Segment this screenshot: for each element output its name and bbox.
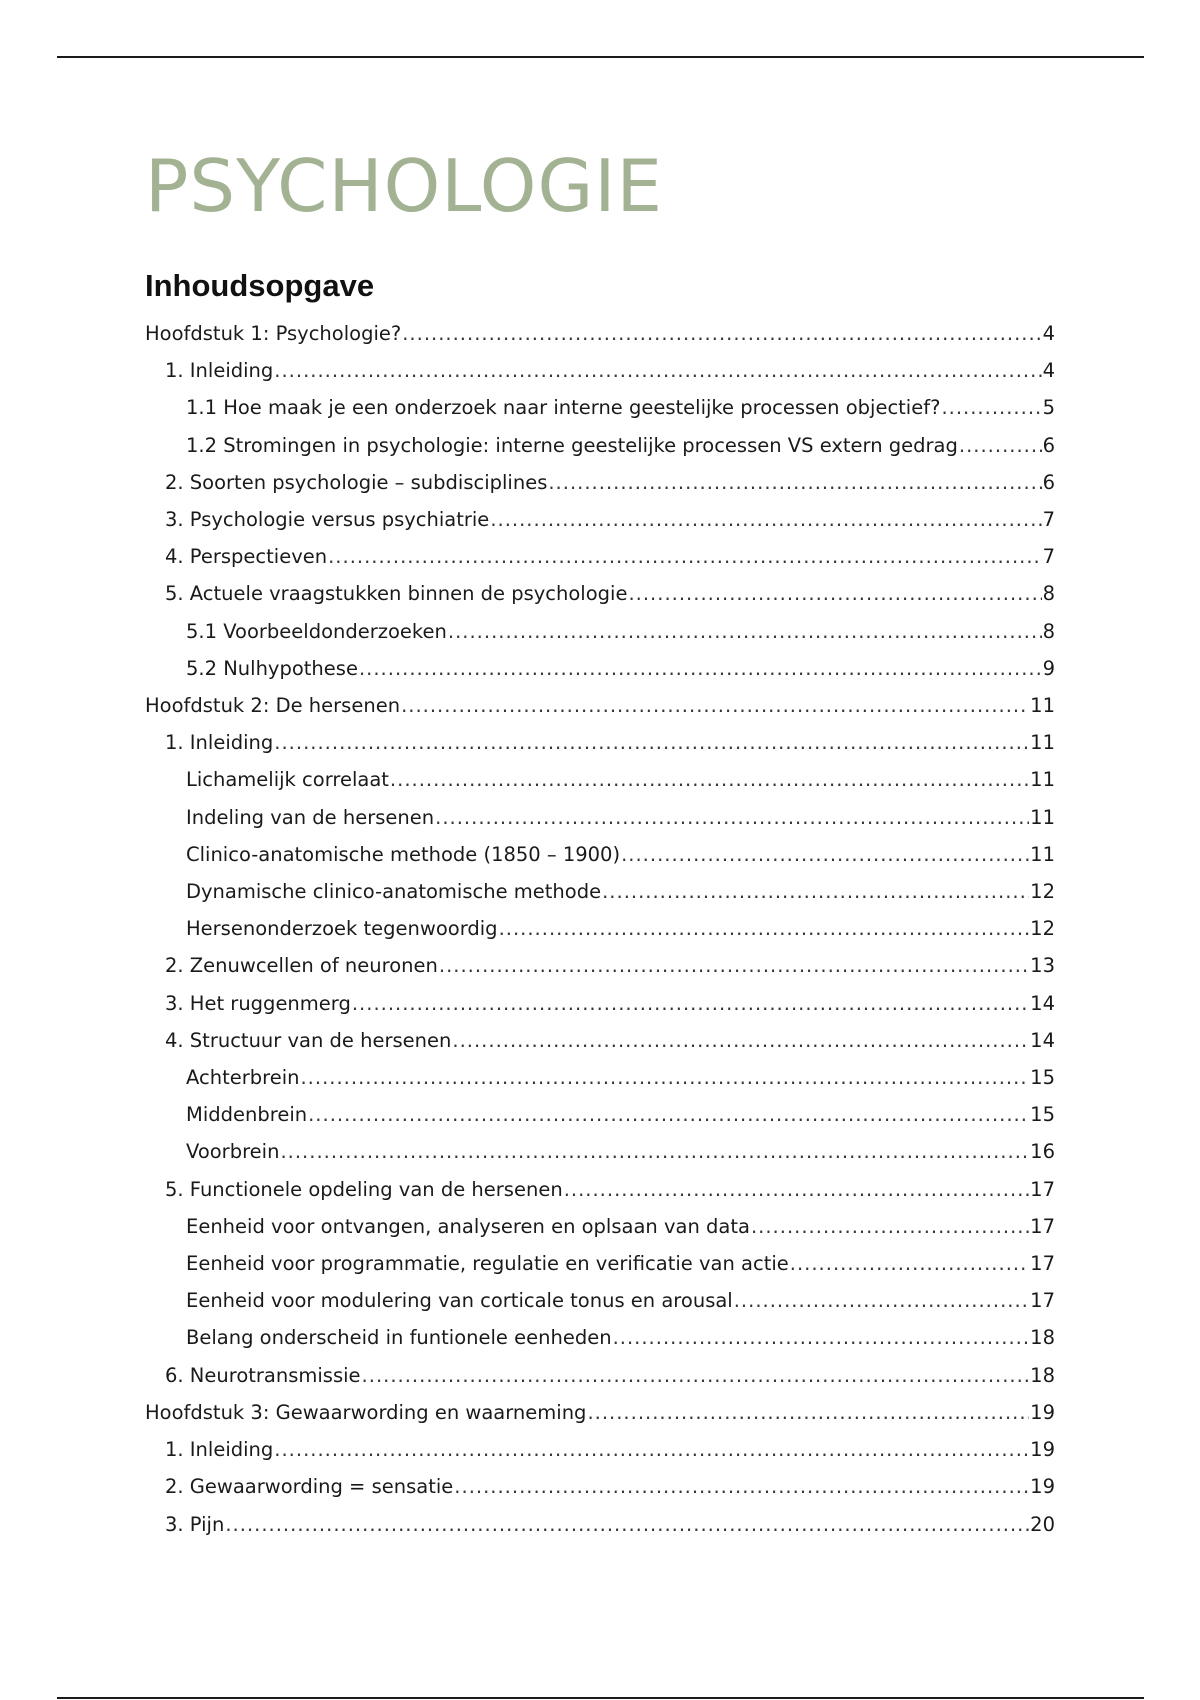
toc-page-number: 13 [1030, 954, 1055, 978]
toc-dot-leader [448, 613, 1042, 650]
toc-entry-title: 1.1 Hoe maak je een onderzoek naar interne geestelijke processen objectief? [186, 396, 941, 420]
toc-dot-leader [602, 873, 1029, 910]
toc-page-number: 19 [1030, 1438, 1055, 1462]
toc-page-number: 11 [1030, 768, 1055, 792]
toc-entry-title: Indeling van de hersenen [186, 805, 435, 829]
toc-page-number: 4 [1042, 359, 1055, 383]
toc-entry-title: 1. Inleiding [165, 1438, 274, 1462]
toc-dot-leader [362, 1357, 1030, 1394]
toc-dot-leader [587, 1394, 1029, 1431]
toc-entry-title: Belang onderscheid in funtionele eenheden [186, 1326, 612, 1350]
toc-entry[interactable] [145, 947, 1055, 984]
toc-entry[interactable] [145, 1208, 1055, 1245]
toc-entry[interactable] [145, 985, 1055, 1022]
toc-entry[interactable] [145, 389, 1055, 426]
toc-page-number: 16 [1030, 1140, 1055, 1164]
toc-page-number: 4 [1042, 322, 1055, 345]
toc-entry-title: 5. Functionele opdeling van de hersenen [165, 1177, 563, 1201]
toc-entry[interactable] [145, 1022, 1055, 1059]
toc-page-number: 17 [1030, 1252, 1055, 1276]
toc-page-number: 12 [1030, 917, 1055, 941]
toc-dot-leader [401, 687, 1029, 724]
toc-entry-title: 2. Gewaarwording = sensatie [165, 1475, 454, 1499]
toc-entry[interactable] [145, 1171, 1055, 1208]
toc-dot-leader [454, 1468, 1029, 1505]
toc-entry[interactable] [145, 724, 1055, 761]
top-rule [57, 56, 1144, 58]
toc-dot-leader [225, 1506, 1029, 1543]
toc-page-number: 11 [1030, 694, 1055, 718]
toc-dot-leader [452, 1022, 1029, 1059]
toc-entry-title: 3. Psychologie versus psychiatrie [165, 508, 490, 532]
toc-entry-title: Hoofdstuk 3: Gewaarwording en waarneming [145, 1400, 587, 1424]
toc-page-number: 6 [1042, 470, 1055, 494]
toc-entry[interactable] [145, 836, 1055, 873]
toc-entry-title: 2. Soorten psychologie – subdisciplines [165, 470, 548, 494]
toc-entry-title: 4. Perspectieven [165, 545, 328, 569]
toc-dot-leader [359, 650, 1042, 687]
toc-dot-leader [435, 799, 1029, 836]
toc-entry-title: 1. Inleiding [165, 731, 274, 755]
toc-dot-leader [490, 501, 1041, 538]
toc-entry[interactable] [145, 650, 1055, 687]
toc-dot-leader [439, 947, 1029, 984]
toc-dot-leader [308, 1096, 1029, 1133]
toc-dot-leader [548, 464, 1041, 501]
toc-dot-leader [328, 538, 1041, 575]
toc-page-number: 14 [1030, 991, 1055, 1015]
toc-dot-leader [621, 836, 1029, 873]
toc-page-number: 17 [1030, 1289, 1055, 1313]
toc-entry[interactable] [145, 315, 1055, 352]
toc-entry-title: Lichamelijk correlaat [186, 768, 389, 792]
toc-entry-title: Middenbrein [186, 1103, 308, 1127]
toc-entry[interactable] [145, 1245, 1055, 1282]
toc-dot-leader [564, 1171, 1029, 1208]
bottom-rule [57, 1697, 1144, 1699]
toc-entry[interactable] [145, 1394, 1055, 1431]
toc-entry-title: 2. Zenuwcellen of neuronen [165, 954, 438, 978]
toc-page-number: 11 [1030, 842, 1055, 866]
toc-entry[interactable] [145, 687, 1055, 724]
toc-entry[interactable] [145, 1282, 1055, 1319]
toc-entry[interactable] [145, 538, 1055, 575]
toc-dot-leader [613, 1319, 1030, 1356]
toc-page-number: 15 [1030, 1103, 1055, 1127]
toc-entry[interactable] [145, 1059, 1055, 1096]
toc-dot-leader [751, 1208, 1029, 1245]
toc-dot-leader [959, 427, 1042, 464]
toc-page-number: 11 [1030, 731, 1055, 755]
toc-dot-leader [734, 1282, 1029, 1319]
toc-page-number: 7 [1042, 508, 1055, 532]
toc-entry[interactable] [145, 575, 1055, 612]
table-of-contents [145, 315, 1055, 1543]
toc-page-number: 15 [1030, 1066, 1055, 1090]
toc-entry-title: 4. Structuur van de hersenen [165, 1028, 452, 1052]
toc-dot-leader [790, 1245, 1029, 1282]
toc-dot-leader [402, 315, 1041, 352]
toc-dot-leader [274, 724, 1029, 761]
toc-entry[interactable] [145, 873, 1055, 910]
toc-entry[interactable] [145, 501, 1055, 538]
toc-entry-title: Achterbrein [186, 1066, 300, 1090]
toc-entry-title: 6. Neurotransmissie [165, 1363, 361, 1387]
toc-entry[interactable] [145, 910, 1055, 947]
toc-entry-title: Eenheid voor programmatie, regulatie en verificatie van actie [186, 1252, 789, 1276]
toc-entry-title: Clinico-anatomische methode (1850 – 1900) [186, 842, 621, 866]
toc-entry-title: Voorbrein [186, 1140, 280, 1164]
toc-page-number: 5 [1042, 396, 1055, 420]
toc-dot-leader [300, 1059, 1029, 1096]
toc-dot-leader [499, 910, 1030, 947]
toc-page-number: 20 [1030, 1512, 1055, 1536]
toc-page-number: 9 [1042, 656, 1055, 680]
toc-page-number: 7 [1042, 545, 1055, 569]
toc-entry-title: 5.2 Nulhypothese [186, 656, 358, 680]
toc-entry-title: 3. Pijn [165, 1512, 225, 1536]
toc-entry-title: 5. Actuele vraagstukken binnen de psychologie [165, 582, 628, 606]
toc-entry[interactable] [145, 1096, 1055, 1133]
toc-entry-title: 5.1 Voorbeeldonderzoeken [186, 619, 447, 643]
toc-dot-leader [280, 1133, 1029, 1170]
toc-entry-title: Eenheid voor modulering van corticale tonus en arousal [186, 1289, 733, 1313]
toc-entry[interactable] [145, 761, 1055, 798]
toc-entry[interactable] [145, 1506, 1055, 1543]
toc-entry-title: Eenheid voor ontvangen, analyseren en oplsaan van data [186, 1214, 750, 1238]
toc-entry[interactable] [145, 1319, 1055, 1356]
toc-entry[interactable] [145, 613, 1055, 650]
toc-page-number: 6 [1042, 433, 1055, 457]
toc-entry[interactable] [145, 464, 1055, 501]
toc-entry-title: 1.2 Stromingen in psychologie: interne geestelijke processen VS extern gedrag [186, 433, 958, 457]
toc-dot-leader [352, 985, 1029, 1022]
toc-entry[interactable] [145, 1357, 1055, 1394]
toc-page-number: 17 [1030, 1177, 1055, 1201]
toc-entry[interactable] [145, 799, 1055, 836]
toc-entry[interactable] [145, 1468, 1055, 1505]
toc-page-number: 19 [1030, 1400, 1055, 1424]
toc-entry-title: Hoofdstuk 1: Psychologie? [145, 322, 402, 345]
toc-entry[interactable] [145, 352, 1055, 389]
toc-dot-leader [274, 1431, 1029, 1468]
toc-dot-leader [390, 761, 1029, 798]
toc-entry-title: 3. Het ruggenmerg [165, 991, 351, 1015]
toc-dot-leader [628, 575, 1041, 612]
toc-entry[interactable] [145, 427, 1055, 464]
toc-page-number: 18 [1030, 1363, 1055, 1387]
toc-heading: Inhoudsopgave [145, 268, 375, 303]
toc-entry[interactable] [145, 1133, 1055, 1170]
toc-entry-title: Dynamische clinico-anatomische methode [186, 880, 602, 904]
toc-entry-title: 1. Inleiding [165, 359, 274, 383]
toc-entry-title: Hoofdstuk 2: De hersenen [145, 694, 401, 718]
toc-dot-leader [941, 389, 1041, 426]
toc-page-number: 17 [1030, 1214, 1055, 1238]
toc-page-number: 12 [1030, 880, 1055, 904]
toc-page-number: 18 [1030, 1326, 1055, 1350]
toc-page-number: 14 [1030, 1028, 1055, 1052]
toc-entry-title: Hersenonderzoek tegenwoordig [186, 917, 498, 941]
toc-page-number: 19 [1030, 1475, 1055, 1499]
toc-page-number: 11 [1030, 805, 1055, 829]
document-title: PSYCHOLOGIE [145, 144, 663, 228]
toc-page-number: 8 [1042, 582, 1055, 606]
toc-page-number: 8 [1042, 619, 1055, 643]
toc-entry[interactable] [145, 1431, 1055, 1468]
toc-dot-leader [274, 352, 1041, 389]
